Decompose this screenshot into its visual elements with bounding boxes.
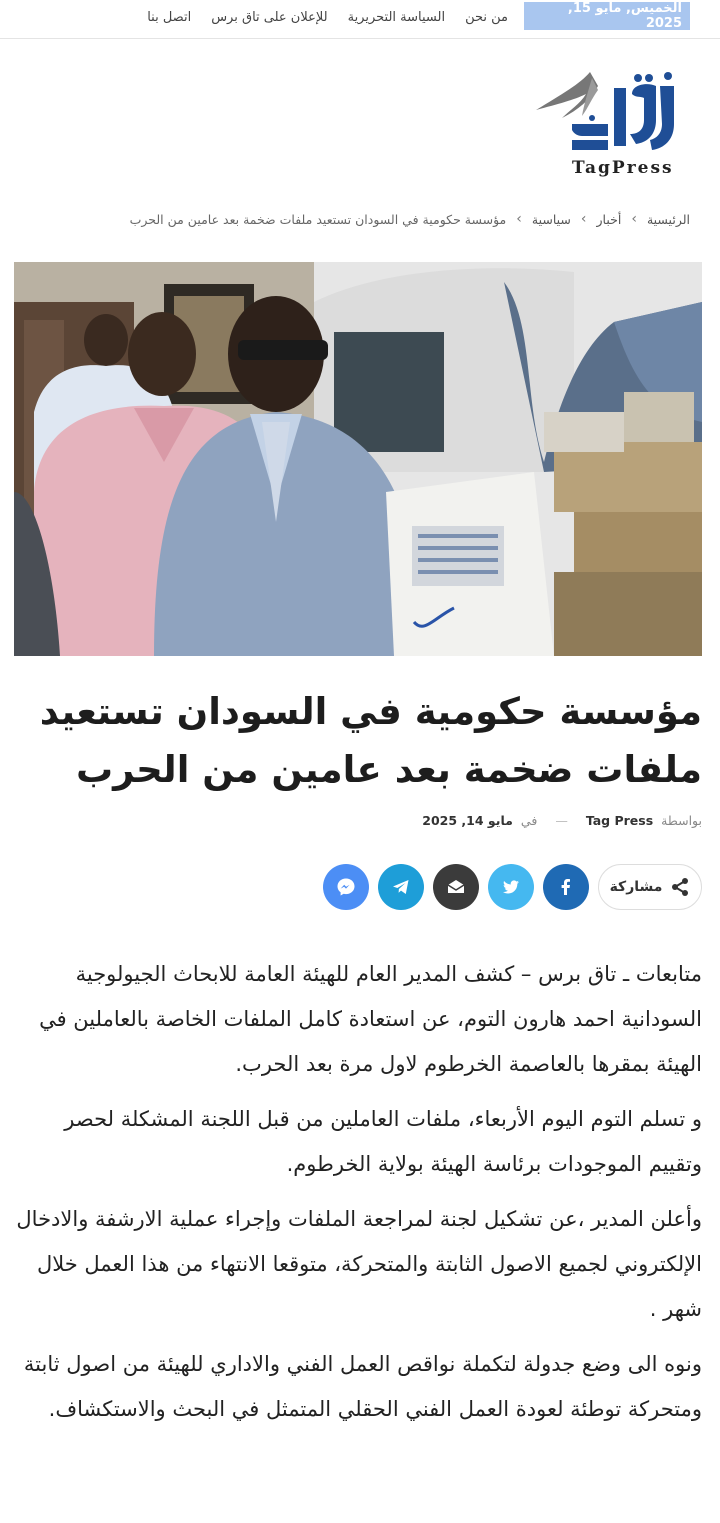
- top-nav: [147, 0, 508, 34]
- facebook-icon: [556, 877, 576, 897]
- article-body: [12, 952, 702, 1442]
- logo-text: TagPress: [572, 158, 674, 178]
- breadcrumb-politics[interactable]: سياسية: [531, 211, 571, 227]
- email-icon: [446, 877, 466, 897]
- top-nav-about[interactable]: من نحن: [465, 9, 508, 25]
- article-paragraph: وأعلن المدير ،عن تشكيل لجنة لمراجعة الملفات وإجراء عملية الارشفة والادخال الإلكتروني لجميع الاصول الثابتة والمتحركة، متوقعا الانتهاء من هذا العمل خلال شهر .: [16, 1207, 702, 1321]
- article-paragraph: متابعات ـ تاق برس – كشف المدير العام للهيئة العامة للابحاث الجيولوجية السودانية احمد هارون التوم، عن استعادة كامل الملفات الخاصة بالعاملين في الهيئة بمقرها بالعاصمة الخرطوم لاول مرة بعد الحرب.: [39, 962, 702, 1076]
- breadcrumb-home[interactable]: الرئيسية: [646, 211, 690, 227]
- twitter-icon: [501, 877, 521, 897]
- top-bar: [0, 0, 720, 39]
- share-bar: [323, 864, 702, 910]
- twitter-share-button[interactable]: [488, 864, 534, 910]
- breadcrumb-current: مؤسسة حكومية في السودان تستعيد ملفات ضخمة بعد عامين من الحرب: [129, 211, 507, 227]
- date-badge: الخميس, مايو 15, 2025: [524, 2, 690, 30]
- chevron-left-icon: ›: [580, 211, 587, 227]
- share-icon: [670, 877, 690, 897]
- share-label: مشاركة: [609, 879, 663, 895]
- breadcrumb: [130, 208, 690, 230]
- by-label: بواسطة: [661, 813, 702, 828]
- share-button[interactable]: [598, 864, 702, 910]
- top-nav-advertise[interactable]: للإعلان على تاق برس: [211, 9, 328, 25]
- telegram-icon: [390, 876, 412, 898]
- publish-date: مايو 14, 2025: [422, 813, 513, 828]
- hero-photo: [14, 262, 702, 656]
- messenger-share-button[interactable]: [323, 864, 369, 910]
- author-link[interactable]: Tag Press: [585, 813, 654, 828]
- breadcrumb-news[interactable]: أخبار: [596, 211, 622, 227]
- telegram-share-button[interactable]: [378, 864, 424, 910]
- chevron-left-icon: ›: [516, 211, 522, 227]
- in-label: في: [520, 813, 538, 828]
- article-meta: [422, 813, 702, 828]
- article-hero-image: [14, 262, 702, 656]
- article-paragraph: و تسلم التوم اليوم الأربعاء، ملفات العاملين من قبل اللجنة المشكلة لحصر وتقييم الموجودات برئاسة الهيئة بولاية الخرطوم.: [64, 1107, 702, 1176]
- top-nav-contact[interactable]: اتصل بنا: [147, 9, 192, 25]
- email-share-button[interactable]: [433, 864, 479, 910]
- messenger-icon: [335, 876, 357, 898]
- article-paragraph: ونوه الى وضع جدولة لتكملة نواقص العمل الفني والاداري للهيئة من اصول ثابتة ومتحركة توطئة لعودة العمل الفني الحقلي المتمثل في البحث والاستكشاف.: [23, 1352, 702, 1421]
- chevron-left-icon: ›: [631, 211, 637, 227]
- meta-separator: —: [555, 813, 568, 828]
- top-nav-editorial-policy[interactable]: السياسة التحريرية: [347, 9, 446, 25]
- article-title: مؤسسة حكومية في السودان تستعيد ملفات ضخمة بعد عامين من الحرب: [39, 690, 702, 791]
- facebook-share-button[interactable]: [543, 864, 589, 910]
